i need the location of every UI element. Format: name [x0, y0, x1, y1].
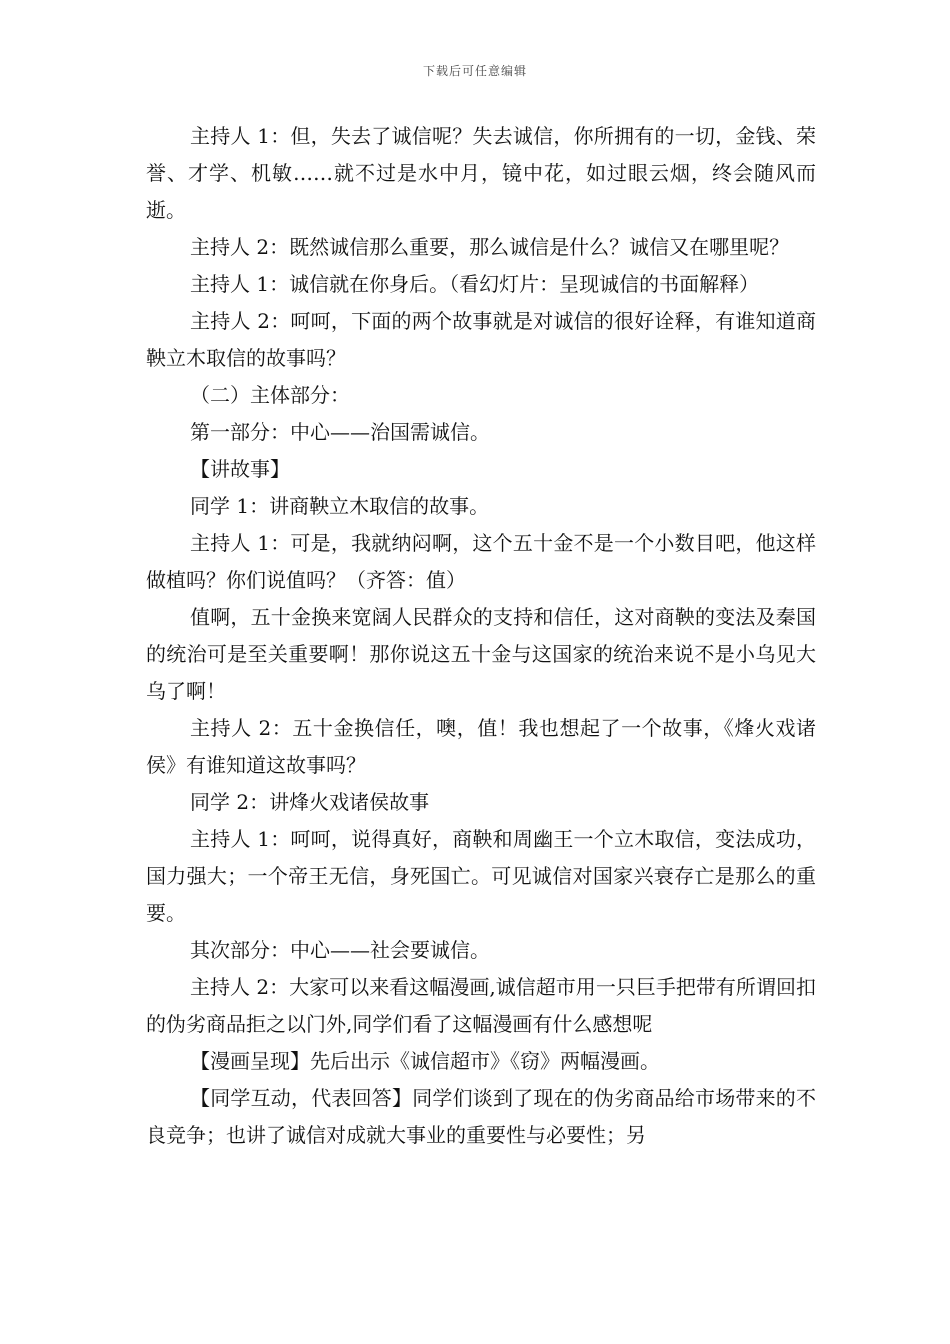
document-body [146, 118, 816, 1154]
paragraph: 主持人 1：但，失去了诚信呢？失去诚信，你所拥有的一切，金钱、荣誉、才学、机敏……就不过是水中月，镜中花，如过眼云烟，终会随风而逝。 [146, 124, 816, 222]
section-heading: （二）主体部分： [190, 383, 350, 407]
paragraph: 值啊，五十金换来宽阔人民群众的支持和信任，这对商鞅的变法及秦国的统治可是至关重要啊！那你说这五十金与这国家的统治来说不是小乌见大乌了啊！ [146, 605, 816, 703]
header-note: 下载后可任意编辑 [422, 64, 527, 78]
paragraph: 主持人 1：呵呵，说得真好，商鞅和周幽王一个立木取信，变法成功，国力强大；一个帝王无信，身死国亡。可见诚信对国家兴衰存亡是那么的重要。 [146, 827, 816, 925]
paragraph: 主持人 2：大家可以来看这幅漫画,诚信超市用一只巨手把带有所谓回扣的伪劣商品拒之以门外,同学们看了这幅漫画有什么感想呢 [146, 975, 816, 1036]
paragraph: 【同学互动，代表回答】同学们谈到了现在的伪劣商品给市场带来的不良竞争；也讲了诚信对成就大事业的重要性与必要性；另 [146, 1086, 816, 1147]
bracket-heading: 【讲故事】 [190, 457, 290, 481]
paragraph: 主持人 1：诚信就在你身后。（看幻灯片：呈现诚信的书面解释） [190, 272, 760, 296]
paragraph: 同学 2：讲烽火戏诸侯故事 [190, 790, 430, 814]
paragraph: 【漫画呈现】先后出示《诚信超市》《窃》两幅漫画。 [190, 1049, 660, 1073]
paragraph: 主持人 2：呵呵，下面的两个故事就是对诚信的很好诠释，有谁知道商鞅立木取信的故事吗？ [146, 309, 816, 370]
paragraph: 主持人 2：五十金换信任，噢，值！我也想起了一个故事，《烽火戏诸侯》有谁知道这故事吗？ [146, 716, 816, 777]
paragraph: 主持人 2：既然诚信那么重要，那么诚信是什么？诚信又在哪里呢？ [190, 235, 790, 259]
part-heading: 第一部分：中心——治国需诚信。 [190, 420, 490, 444]
paragraph: 主持人 1：可是，我就纳闷啊，这个五十金不是一个小数目吧，他这样做植吗？你们说值吗？（齐答：值） [146, 531, 816, 592]
paragraph: 同学 1：讲商鞅立木取信的故事。 [190, 494, 490, 518]
part-heading: 其次部分：中心——社会要诚信。 [190, 938, 490, 962]
